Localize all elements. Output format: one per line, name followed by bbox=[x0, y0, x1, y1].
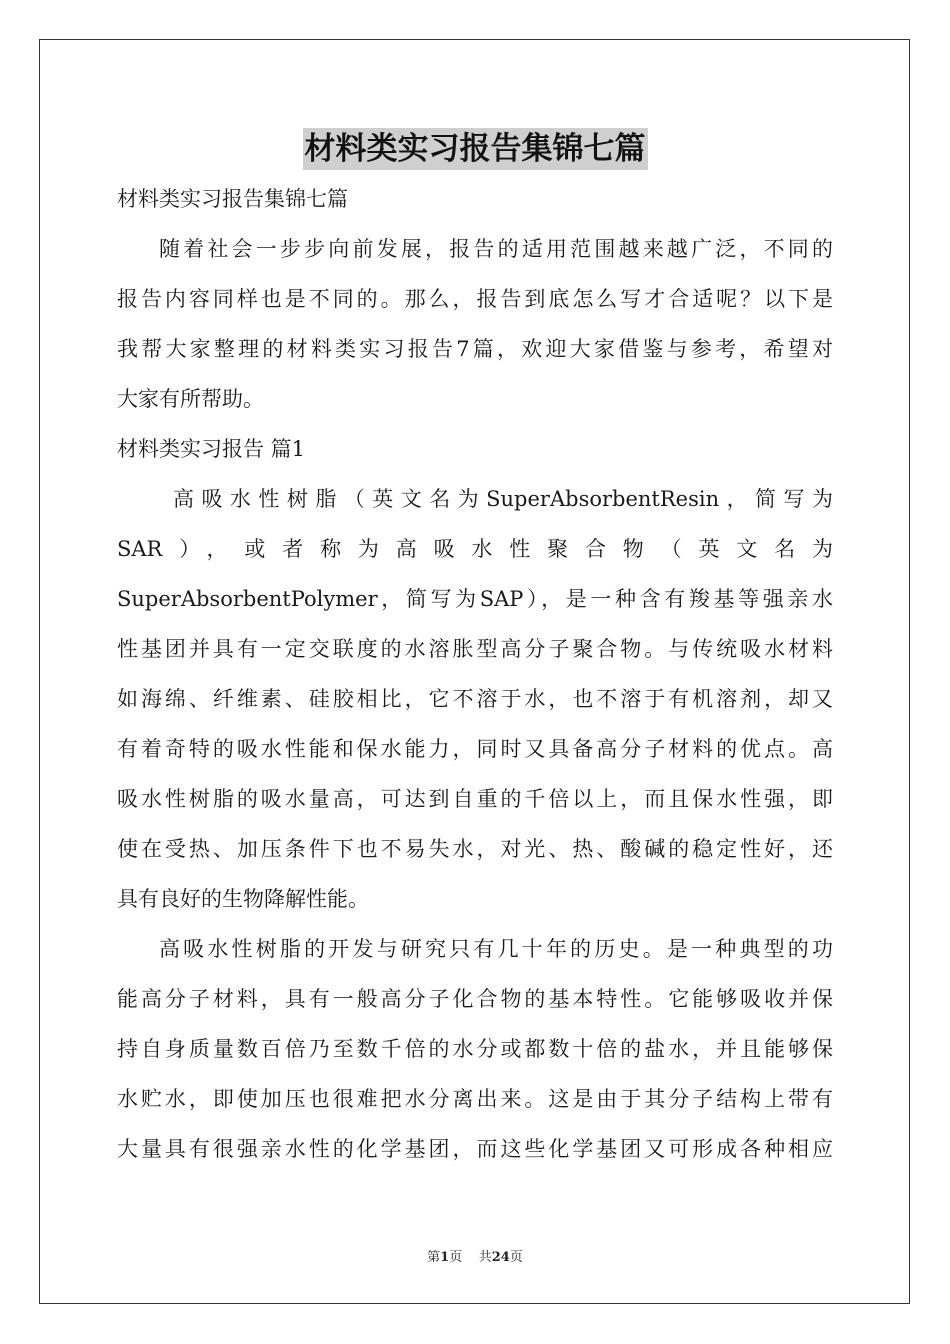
page-suffix: 页 bbox=[449, 1250, 463, 1265]
intro-line: 报告内容同样也是不同的。那么，报告到底怎么写才合适呢？以下是 bbox=[117, 287, 833, 311]
para1-line: SuperAbsorbentPolymer，简写为SAP），是一种含有羧基等强亲水 bbox=[117, 587, 833, 611]
page-prefix: 第 bbox=[427, 1250, 441, 1265]
total-prefix: 共 bbox=[478, 1250, 492, 1265]
para2-line: 持自身质量数百倍乃至数千倍的水分或都数十倍的盐水，并且能够保 bbox=[117, 1037, 833, 1061]
subtitle: 材料类实习报告集锦七篇 bbox=[117, 187, 348, 211]
document-title: 材料类实习报告集锦七篇 bbox=[303, 128, 648, 170]
intro-line: 我帮大家整理的材料类实习报告7篇，欢迎大家借鉴与参考，希望对 bbox=[117, 337, 833, 361]
para1-line: 吸水性树脂的吸水量高，可达到自重的千倍以上，而且保水性强，即 bbox=[117, 787, 833, 811]
section-heading: 材料类实习报告 篇1 bbox=[117, 437, 306, 461]
page-number: 1 bbox=[440, 1250, 450, 1265]
title-container bbox=[0, 128, 950, 170]
para1-line: 如海绵、纤维素、硅胶相比，它不溶于水，也不溶于有机溶剂，却又 bbox=[117, 687, 833, 711]
intro-line: 随着社会一步步向前发展，报告的适用范围越来越广泛，不同的 bbox=[159, 237, 833, 261]
para2-line: 能高分子材料，具有一般高分子化合物的基本特性。它能够吸收并保 bbox=[117, 987, 833, 1011]
para1-line: 性基团并具有一定交联度的水溶胀型高分子聚合物。与传统吸水材料 bbox=[117, 637, 833, 661]
para2-line: 大量具有很强亲水性的化学基团，而这些化学基团又可形成各种相应 bbox=[117, 1137, 833, 1161]
total-suffix: 页 bbox=[509, 1250, 523, 1265]
page-footer bbox=[0, 1246, 950, 1265]
para1-line: 具有良好的生物降解性能。 bbox=[117, 887, 369, 911]
para2-line: 高吸水性树脂的开发与研究只有几十年的历史。是一种典型的功 bbox=[159, 937, 833, 961]
total-pages: 24 bbox=[491, 1250, 510, 1265]
document-body bbox=[117, 174, 833, 1174]
para2-line: 水贮水，即使加压也很难把水分离出来。这是由于其分子结构上带有 bbox=[117, 1087, 833, 1111]
para1-line: 有着奇特的吸水性能和保水能力，同时又具备高分子材料的优点。高 bbox=[117, 737, 833, 761]
intro-line: 大家有所帮助。 bbox=[117, 387, 264, 411]
para1-line: SAR），或者称为高吸水性聚合物（英文名为 bbox=[117, 537, 833, 561]
para1-line: 使在受热、加压条件下也不易失水，对光、热、酸碱的稳定性好，还 bbox=[117, 837, 833, 861]
para1-line: 高吸水性树脂（英文名为SuperAbsorbentResin，简写为 bbox=[173, 487, 833, 511]
